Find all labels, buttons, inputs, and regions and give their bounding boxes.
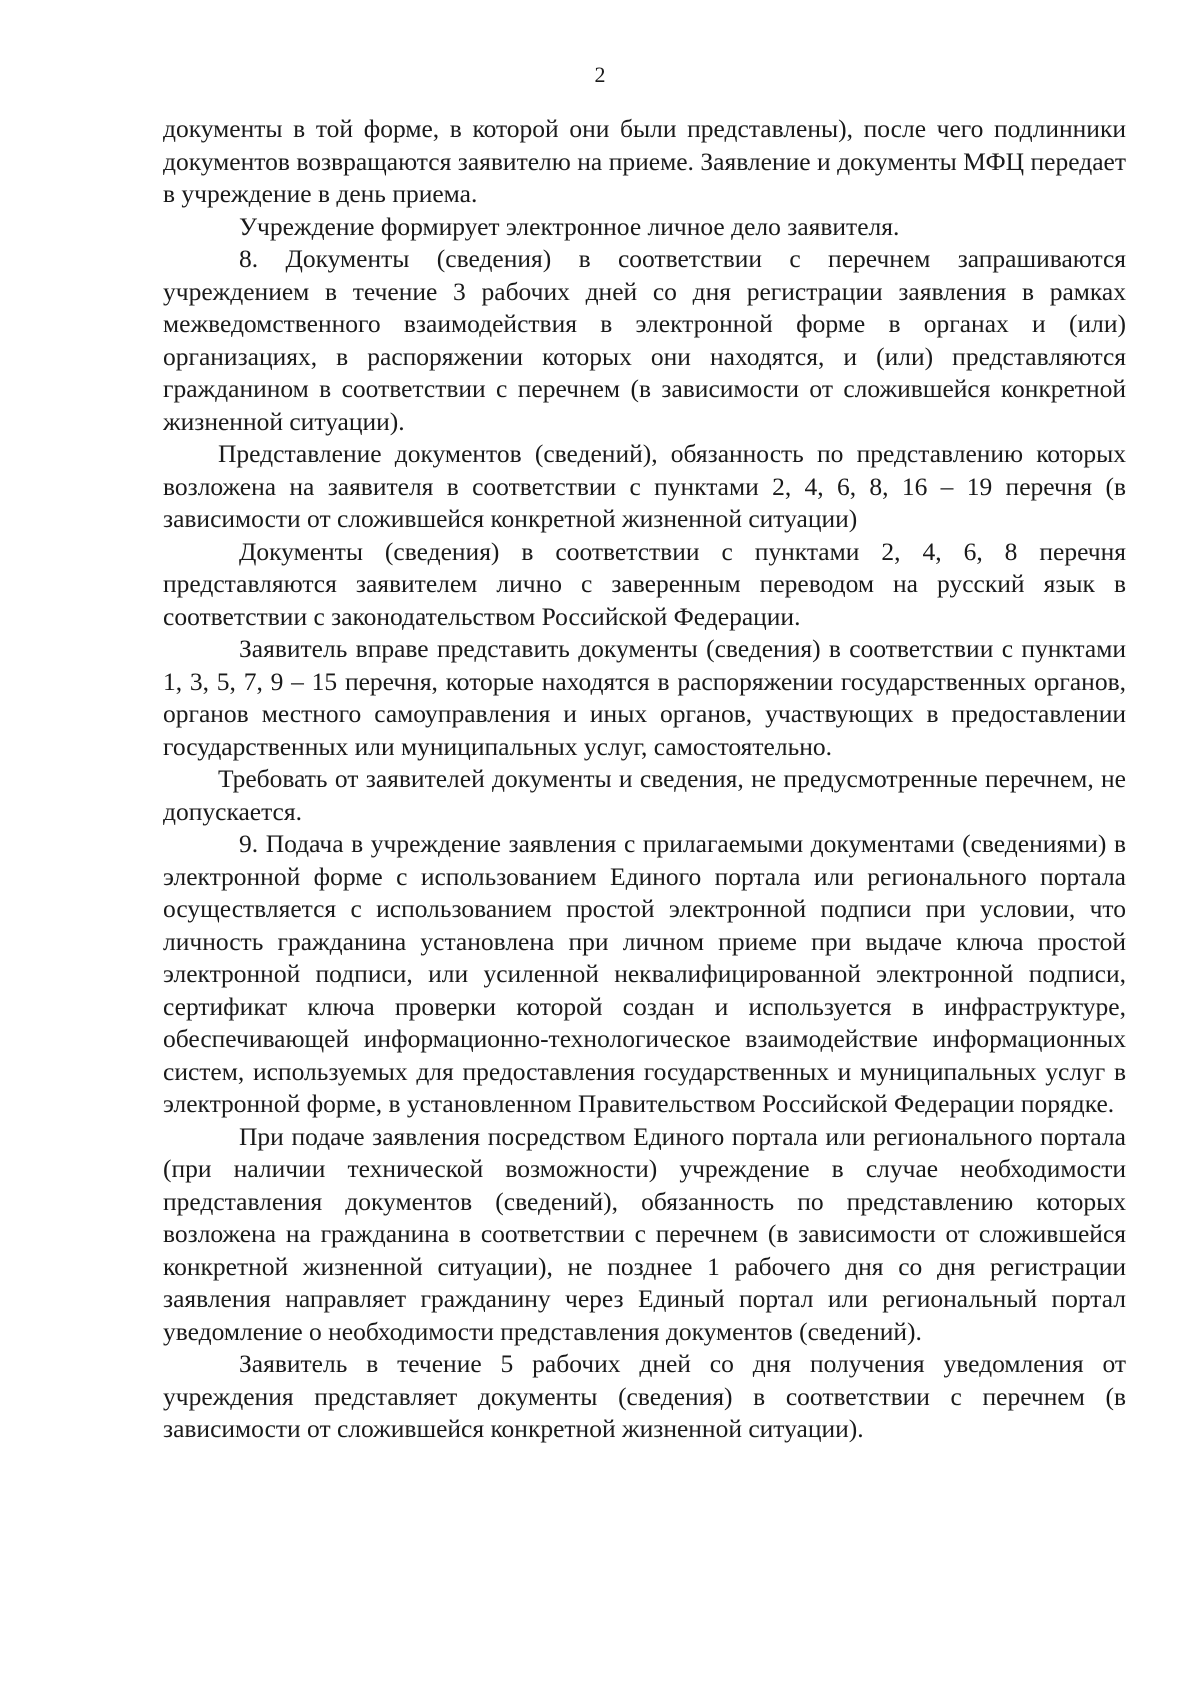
paragraph-item-9: 9. Подача в учреждение заявления с прилагаемыми документами (сведениями) в электронной форме с использованием Единого портала или регионального портала осуществляется с использованием простой электронной подписи при условии, что личность гражданина установлена при личном приеме при выдаче ключа простой электронной подписи, или усиленной неквалифицированной электронной подписи, сертификат ключа проверки которой создан и используется в инфраструктуре, обеспечивающей информационно-технологическое взаимодействие информационных систем, используемых для предоставления государственных и муниципальных услуг в электронной форме, в установленном Правительством Российской Федерации порядке. xyxy=(163,829,1126,1118)
paragraph-applicant-right: Заявитель вправе представить документы (сведения) в соответствии с пунктами 1, 3, 5, 7, 9 – 15 перечня, которые находятся в распоряжении государственных органов, органов местного самоуправления и иных органов, участвующих в предоставлении государственных или муниципальных услуг, самостоятельно. xyxy=(163,634,1126,761)
paragraph-personal-submission: Документы (сведения) в соответствии с пунктами 2, 4, 6, 8 перечня представляются заявителем лично с заверенным переводом на русский язык в соответствии с законодательством Российской Федерации. xyxy=(163,536,1126,631)
paragraph-item-8: 8. Документы (сведения) в соответствии с перечнем запрашиваются учреждением в течение 3 рабочих дней со дня регистрации заявления в рамках межведомственного взаимодействия в электронной форме в органах и (или) организациях, в распоряжении которых они находятся, и (или) представляются гражданином в соответствии с перечнем (в зависимости от сложившейся конкретной жизненной ситуации). xyxy=(163,244,1126,436)
paragraph-personal-file: Учреждение формирует электронное личное дело заявителя. xyxy=(239,211,900,241)
paragraph-prohibition: Требовать от заявителей документы и сведения, не предусмотренные перечнем, не допускается. xyxy=(163,764,1126,826)
paragraph-applicant-documents: Представление документов (сведений), обязанность по представлению которых возложена на заявителя в соответствии с пунктами 2, 4, 6, 8, 16 – 19 перечня (в зависимости от сложившейся конкретной жизненной ситуации) xyxy=(163,439,1126,533)
document-body xyxy=(163,113,1126,1446)
page-number: 2 xyxy=(594,62,606,87)
paragraph-portal-notification: При подаче заявления посредством Единого портала или регионального портала (при наличии технической возможности) учреждение в случае необходимости представления документов (сведений), обязанность по представлению которых возложена на гражданина в соответствии с перечнем (в зависимости от сложившейся конкретной жизненной ситуации), не позднее 1 рабочего дня со дня регистрации заявления направляет гражданину через Единый портал или региональный портал уведомление о необходимости представления документов (сведений). xyxy=(163,1121,1126,1346)
paragraph-continuation: документы в той форме, в которой они были представлены), после чего подлинники документов возвращаются заявителю на приеме. Заявление и документы МФЦ передает в учреждение в день приема. xyxy=(163,114,1126,208)
paragraph-submission-deadline: Заявитель в течение 5 рабочих дней со дня получения уведомления от учреждения представляет документы (сведения) в соответствии с перечнем (в зависимости от сложившейся конкретной жизненной ситуации). xyxy=(163,1349,1126,1443)
